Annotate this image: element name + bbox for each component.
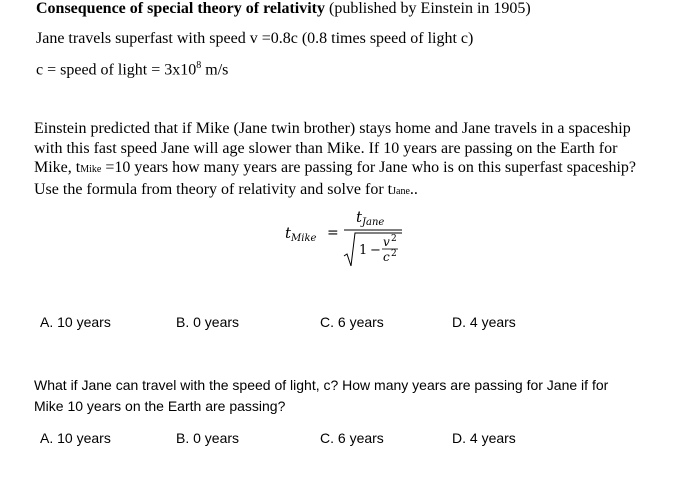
question-1-line-4-b: ..	[409, 180, 418, 198]
question-2-line-2: Mike 10 years on the Earth are passing?	[34, 398, 286, 414]
question-1-line-3	[34, 158, 659, 180]
option-d-1[interactable]: D. 4 years	[452, 314, 516, 330]
question-1-line-3-b: =10 years how many years are passing for Jane who is on this superfast spaceship?	[101, 159, 636, 176]
question-1-line-4-sub: Jane	[392, 185, 410, 197]
formula-equals: =	[327, 225, 339, 241]
formula-v: v	[383, 235, 390, 249]
formula-lhs: t	[285, 224, 292, 242]
question-2-line-1: What if Jane can travel with the speed of light, c? How many years are passing for Jane if for	[34, 377, 609, 393]
question-1-line-1: Einstein predicted that if Mike (Jane twin brother) stays home and Jane travels in a spaceship	[34, 120, 631, 137]
formula-c-exp: 2	[391, 249, 397, 259]
formula-numerator: t	[356, 208, 363, 226]
time-dilation-formula	[280, 208, 420, 278]
title-rest: (published by Einstein in 1905)	[325, 0, 531, 17]
question-1-line-3-a: Mike, t	[34, 159, 81, 176]
question-1-line-4-a: Use the formula from theory of relativity and solve for t	[34, 180, 393, 198]
question-1-line-2: with this fast speed Jane will age slower than Mike. If 10 years are passing on the Earth for	[34, 139, 618, 157]
formula-numerator-sub: Jane	[362, 217, 385, 228]
question-2	[34, 375, 608, 417]
formula-c: c	[383, 250, 390, 264]
question-1-line-4	[34, 180, 659, 202]
question-1-line-3-sub: Mike	[80, 164, 102, 175]
formula-minus: −	[370, 243, 381, 258]
option-d-2[interactable]: D. 4 years	[452, 430, 516, 446]
speed-of-light-text: c = speed of light = 3x10	[36, 61, 197, 79]
page-title	[36, 0, 531, 18]
speed-of-light-statement	[36, 60, 228, 79]
formula-one: 1	[359, 243, 368, 258]
title-bold: Consequence of special theory of relativity	[36, 0, 325, 17]
speed-of-light-exponent: 8	[196, 60, 202, 71]
speed-of-light-unit: m/s	[201, 61, 229, 79]
option-b-2[interactable]: B. 0 years	[176, 430, 240, 446]
question-1-paragraph	[34, 119, 659, 201]
option-c-2[interactable]: C. 6 years	[320, 430, 384, 446]
option-a-2[interactable]: A. 10 years	[40, 430, 111, 446]
option-a-1[interactable]: A. 10 years	[40, 314, 111, 330]
option-b-1[interactable]: B. 0 years	[176, 314, 240, 330]
formula-v-exp: 2	[391, 234, 397, 244]
option-c-1[interactable]: C. 6 years	[320, 314, 384, 330]
formula-lhs-sub: Mike	[291, 233, 317, 244]
speed-statement: Jane travels superfast with speed v =0.8c (0.8 times speed of light c)	[36, 30, 474, 47]
